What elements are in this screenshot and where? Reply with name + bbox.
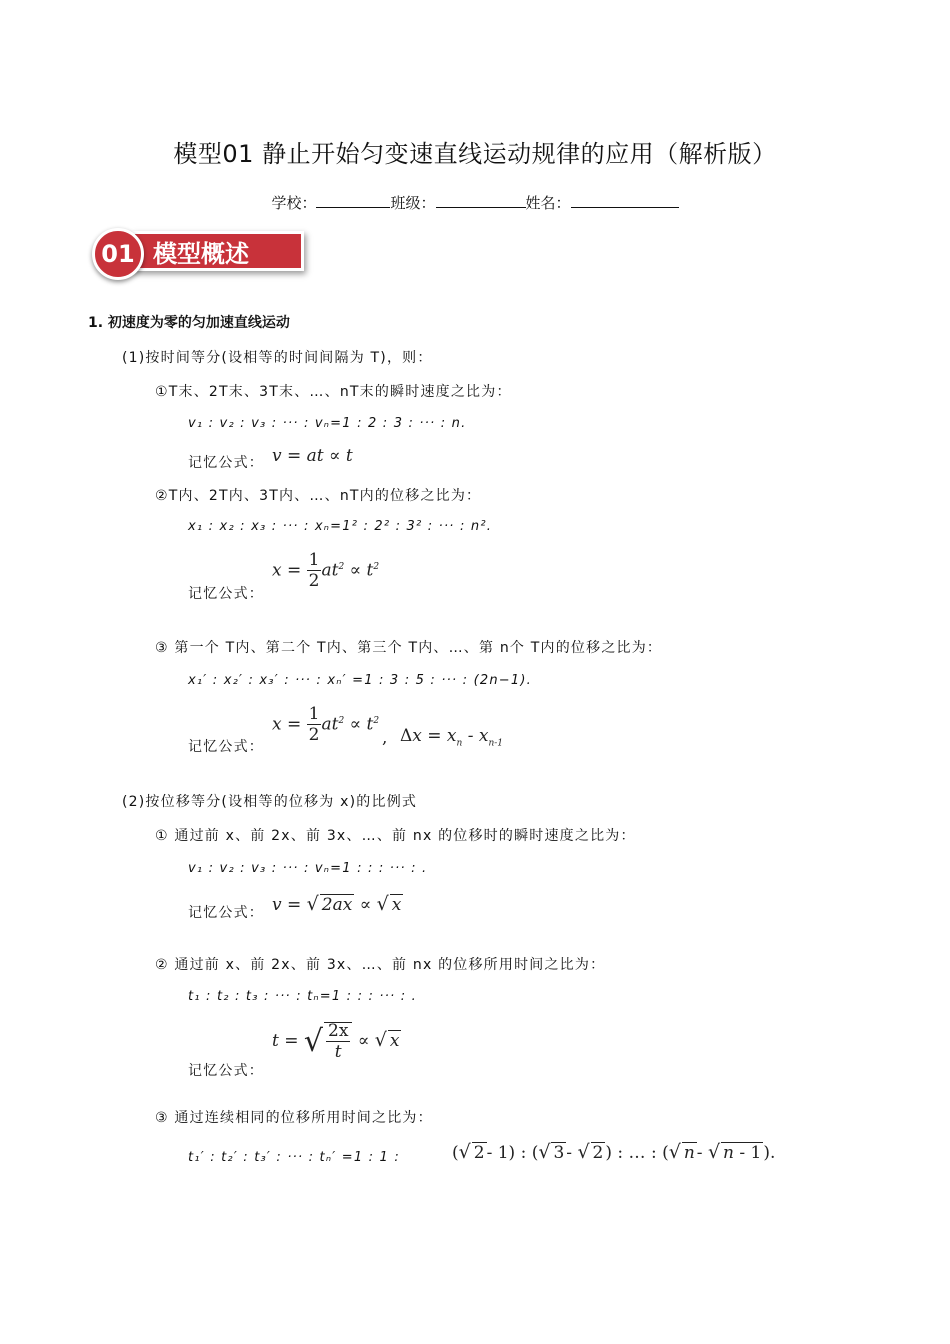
part1-item3-formula-b: $\Delta x = x_n - x_{n-1}$ — [400, 726, 504, 749]
part1-item2-formula: x = $\frac{1}{2}$ $at^2 \propto t^2$ — [272, 550, 380, 591]
part2-item2-label: ② 通过前 x、前 2x、前 3x、…、前 nx 的位移所用时间之比为： — [155, 957, 606, 973]
section-heading: 1. 初速度为零的匀加速直线运动 — [88, 315, 290, 331]
part1-heading: (1)按时间等分(设相等的时间间隔为 T)，则： — [122, 350, 433, 366]
badge-label: 模型概述 — [132, 231, 304, 271]
part2-item1-label: ① 通过前 x、前 2x、前 3x、…、前 nx 的位移时的瞬时速度之比为： — [155, 828, 636, 844]
part1-item2-label: ②T内、2T内、3T内、…、nT内的位移之比为： — [155, 488, 482, 504]
part2-item2-ratio: t₁ : t₂ : t₃ : ··· : tₙ=1 : : : ··· : . — [188, 989, 417, 1004]
school-label: 学校： — [271, 194, 317, 212]
part1-item2-ratio: x₁ : x₂ : x₃ : ··· : xₙ=1² : 2² : 3² : ··· : n². — [188, 519, 493, 534]
part1-item2-memo: 记忆公式： — [188, 586, 264, 602]
page-title: 模型01 静止开始匀变速直线运动规律的应用（解析版） — [173, 140, 777, 168]
part2-item2-memo: 记忆公式： — [188, 1063, 264, 1079]
part2-item2-formula: t = √ $\frac{2x}{t}$ ∝ √ x — [272, 1021, 400, 1062]
part2-item1-formula: v = √ 2ax ∝ √ x — [272, 893, 402, 915]
student-info-line — [0, 192, 950, 213]
name-label: 姓名： — [525, 194, 571, 212]
part2-item1-ratio: v₁ : v₂ : v₃ : ··· : vₙ=1 : : : ··· : . — [188, 861, 428, 876]
part1-item3-label: ③ 第一个 T内、第二个 T内、第三个 T内、…、第 n个 T内的位移之比为： — [155, 640, 663, 656]
section-badge — [92, 228, 314, 280]
part2-item1-memo: 记忆公式： — [188, 905, 264, 921]
school-blank[interactable] — [316, 193, 390, 208]
class-blank[interactable] — [436, 193, 526, 208]
part1-item1-label: ①T末、2T末、3T末、…、nT末的瞬时速度之比为： — [155, 384, 512, 400]
part2-item3-ratio: t₁′ : t₂′ : t₃′ : ··· : tₙ′ =1 : 1 : — [188, 1150, 400, 1165]
part2-item3-formula: (√ 2 - 1) : (√ 3 - √ 2 ) : … : (√ n - √ n - 1 ). — [452, 1141, 776, 1163]
badge-number: 01 — [92, 228, 144, 280]
part1-item3-formula-a: x = $\frac{1}{2}$ $at^2 \propto t^2$ — [272, 704, 380, 745]
name-blank[interactable] — [571, 193, 679, 208]
class-label: 班级： — [390, 194, 436, 212]
part1-item3-ratio: x₁′ : x₂′ : x₃′ : ··· : xₙ′ =1 : 3 : 5 : ··· : (2n−1). — [188, 673, 532, 688]
part2-item3-label: ③ 通过连续相同的位移所用时间之比为： — [155, 1110, 433, 1126]
part1-item3-comma: , — [382, 728, 388, 748]
part1-item3-memo: 记忆公式： — [188, 739, 264, 755]
part1-item1-memo: 记忆公式： — [188, 455, 264, 471]
part1-item1-ratio: v₁ : v₂ : v₃ : ··· : vₙ=1 : 2 : 3 : ··· : n. — [188, 416, 467, 431]
part2-heading: (2)按位移等分(设相等的位移为 x)的比例式 — [122, 794, 418, 810]
part1-item1-formula: v = at ∝ t — [272, 446, 353, 466]
